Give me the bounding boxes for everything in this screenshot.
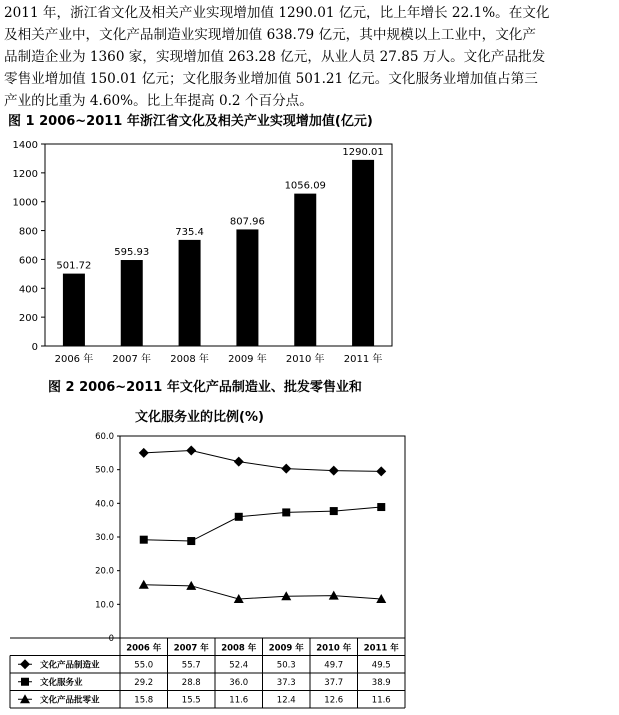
paragraph-line: 品制造企业为 1360 家，实现增加值 263.28 亿元，从业人员 27.85 万人。文化产品批发 (4, 49, 546, 65)
table-cell-value: 49.5 (371, 660, 391, 671)
bar (63, 274, 85, 346)
table-cell-value: 49.7 (324, 660, 344, 671)
bar (352, 160, 374, 346)
x-tick-label: 2006 年 (126, 643, 162, 654)
paragraph-line: 及相关产业中，文化产品制造业实现增加值 638.79 亿元，其中规模以上工业中，文化产 (4, 27, 536, 43)
table-cell-value: 37.7 (324, 677, 344, 688)
table-cell-value: 55.0 (134, 660, 154, 671)
diamond-marker (376, 466, 386, 476)
plot-frame (45, 144, 392, 346)
y-tick-label: 20.0 (95, 566, 114, 577)
series-line (144, 507, 382, 541)
series-line (144, 585, 382, 599)
figure-2-title-line-1: 图 2 2006~2011 年文化产品制造业、批发零售业和 (48, 380, 362, 395)
legend-series-name: 文化产品制造业 (40, 660, 100, 671)
table-cell-value: 12.6 (324, 695, 344, 706)
x-tick-label: 2008 年 (170, 354, 209, 365)
x-tick-label: 2010 年 (285, 354, 325, 365)
bar (294, 194, 316, 346)
y-tick-label: 10.0 (95, 600, 114, 611)
x-tick-label: 2007 年 (173, 643, 209, 654)
table-cell-value: 52.4 (229, 660, 249, 671)
y-tick-label: 600 (18, 255, 38, 267)
x-tick-label: 2011 年 (363, 643, 399, 654)
paragraph-line: 产业的比重为 4.60%。比上年提高 0.2 个百分点。 (4, 93, 313, 109)
y-tick-label: 200 (18, 313, 38, 325)
intro-paragraph (4, 2, 616, 112)
diamond-marker (234, 457, 244, 467)
bar-value-label: 807.96 (229, 216, 265, 228)
table-cell-value: 36.0 (229, 677, 249, 688)
plot-frame (120, 436, 405, 638)
figure-1-title: 图 1 2006~2011 年浙江省文化及相关产业实现增加值(亿元) (8, 114, 373, 129)
legend-series-name: 文化服务业 (40, 677, 83, 688)
x-tick-label: 2009 年 (228, 354, 267, 365)
x-tick-label: 2009 年 (268, 643, 304, 654)
x-tick-label: 2011 年 (343, 354, 383, 365)
figure-2-title-line-2: 文化服务业的比例(%) (135, 410, 264, 425)
table-cell-value: 15.5 (181, 695, 201, 706)
x-tick-label: 2010 年 (316, 643, 352, 654)
bar (236, 229, 258, 346)
table-cell-value: 50.3 (276, 660, 296, 671)
diamond-marker (139, 448, 149, 458)
bar (179, 240, 201, 346)
table-cell-value: 28.8 (181, 677, 201, 688)
square-marker (140, 536, 148, 544)
table-cell-value: 12.4 (276, 695, 296, 706)
table-cell-value: 37.3 (276, 677, 296, 688)
square-marker (330, 507, 338, 515)
square-marker (377, 503, 385, 511)
table-cell-value: 11.6 (371, 695, 391, 706)
table-cell-value: 29.2 (134, 677, 154, 688)
square-marker (187, 537, 195, 545)
y-tick-label: 30.0 (95, 533, 114, 543)
bar-value-label: 735.4 (175, 226, 204, 238)
diamond-marker (281, 464, 291, 474)
diamond-marker (329, 466, 339, 476)
y-tick-label: 1400 (12, 140, 38, 151)
y-tick-label: 400 (18, 284, 38, 296)
bar (121, 260, 143, 346)
square-marker (235, 513, 243, 521)
triangle-marker (139, 580, 149, 589)
legend-series-name: 文化产品批零业 (40, 695, 100, 706)
table-cell-value: 38.9 (371, 677, 391, 688)
y-tick-label: 1200 (12, 168, 38, 180)
bar-value-label: 1056.09 (284, 180, 326, 192)
diamond-marker (186, 445, 196, 455)
x-tick-label: 2008 年 (221, 643, 257, 654)
square-marker (21, 678, 29, 686)
bar-value-label: 1290.01 (342, 146, 384, 158)
bar-chart (0, 132, 619, 372)
table-cell-value: 15.8 (134, 695, 154, 706)
series-line (144, 450, 382, 471)
x-tick-label: 2006 年 (54, 354, 94, 365)
paragraph-line: 2011 年，浙江省文化及相关产业实现增加值 1290.01 亿元，比上年增长 22.1%。在文化 (4, 5, 550, 21)
x-tick-label: 2007 年 (112, 354, 152, 365)
y-tick-label: 0 (31, 342, 38, 353)
paragraph-line: 零售业增加值 150.01 亿元；文化服务业增加值 501.21 亿元。文化服务业增加值占第三 (4, 71, 538, 87)
y-tick-label: 0 (108, 634, 114, 644)
y-tick-label: 1000 (12, 197, 38, 209)
bar-value-label: 595.93 (114, 247, 150, 259)
bar-value-label: 501.72 (56, 260, 92, 272)
y-tick-label: 50.0 (95, 465, 114, 476)
triangle-marker (329, 591, 339, 600)
diamond-marker (20, 659, 30, 669)
square-marker (282, 508, 290, 516)
table-cell-value: 55.7 (181, 660, 201, 671)
y-tick-label: 40.0 (95, 499, 114, 510)
line-chart (0, 428, 619, 715)
y-tick-label: 800 (18, 226, 38, 238)
y-tick-label: 60.0 (95, 432, 114, 442)
table-cell-value: 11.6 (229, 695, 249, 706)
